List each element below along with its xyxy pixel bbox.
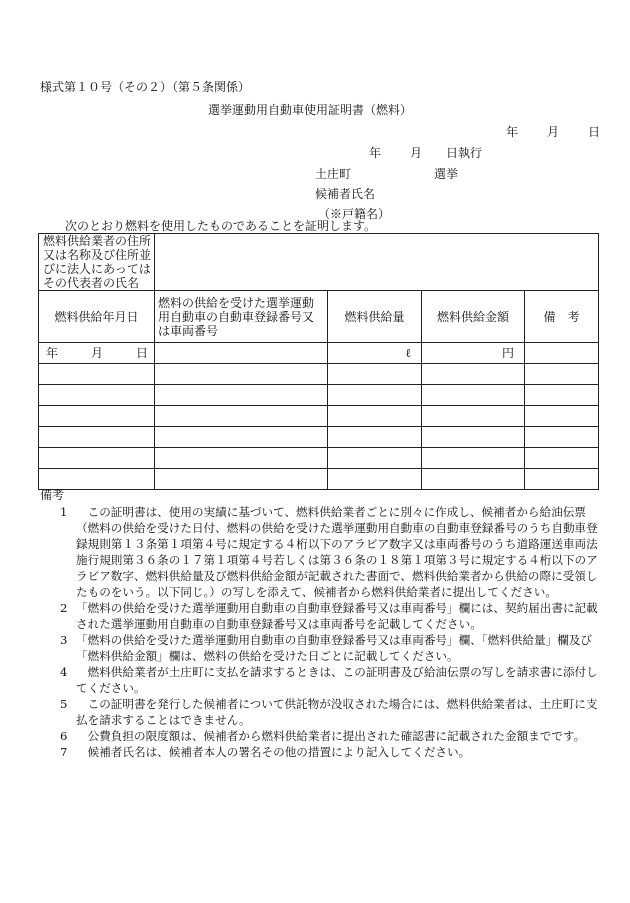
row-remarks-cell[interactable] — [525, 427, 599, 448]
issue-year-label: 年 — [506, 125, 519, 139]
header-date: 燃料供給年月日 — [39, 291, 155, 343]
election-label: 選挙 — [434, 167, 459, 181]
note-item — [40, 744, 600, 760]
note-number: 4 — [60, 665, 68, 679]
note-number: 7 — [60, 745, 68, 759]
row-price-cell[interactable] — [422, 385, 525, 406]
note-text: この証明書を発行した候補者について供託物が没収された場合には、燃料供給業者は、土庄町に支払を請求することはできません。 — [76, 697, 598, 727]
execution-day-label: 日執行 — [446, 146, 483, 160]
note-text: 公費負担の限度額は、候補者から燃料供給業者に提出された確認書に記載された金額までです。 — [87, 729, 586, 743]
row-month-label: 月 — [90, 346, 103, 360]
notes-heading: 備考 — [40, 488, 65, 502]
row-price-cell[interactable] — [422, 406, 525, 427]
row-price-cell[interactable] — [422, 343, 525, 364]
row-remarks-cell[interactable] — [525, 406, 599, 427]
table-row — [39, 343, 599, 364]
header-row — [39, 291, 599, 343]
row-amount-cell[interactable] — [328, 427, 422, 448]
header-price: 燃料供給金額 — [422, 291, 525, 343]
table-row — [39, 364, 599, 385]
header-remarks: 備 考 — [525, 291, 599, 343]
note-item — [40, 600, 600, 632]
note-text: 燃料供給業者が土庄町に支払を請求するときは、この証明書及び給油伝票の写しを請求書に添付してください。 — [76, 665, 598, 695]
note-text: 候補者氏名は、候補者本人の署名その他の措置により記入してください。 — [87, 745, 471, 759]
row-remarks-cell[interactable] — [525, 448, 599, 469]
row-price-cell[interactable] — [422, 427, 525, 448]
row-amount-cell[interactable] — [328, 364, 422, 385]
note-number: 5 — [60, 697, 68, 711]
note-text: この証明書は、使用の実績に基づいて、燃料供給業者ごとに別々に作成し、候補者から給油伝票（燃料の供給を受けた日付、燃料の供給を受けた選挙運動用自動車の自動車登録番号のうち自動車登録規則第１３条第１項第４号に規定する４桁以下のアラビア数字又は車両番号のうち道路運送車両法施行規則第３６条の１７第１項第４号若しくは第３６条の１８第１項第３号に規定する４桁以下のアラビア数字、燃料供給量及び燃料供給金額が記載された書面で、燃料供給業者から供給の際に受領したものをいう。以下同じ。）の写しを添えて、候補者から燃料供給業者に提出してください。 — [76, 505, 598, 599]
note-item — [40, 696, 600, 728]
row-vehicle-cell[interactable] — [155, 427, 328, 448]
supplier-label: 燃料供給業者の住所又は名称及び住所並びに法人にあってはその代表者の氏名 — [43, 234, 152, 290]
supplier-row — [39, 234, 599, 291]
issue-day-label: 日 — [588, 125, 601, 139]
supplier-label-cell — [39, 234, 155, 291]
note-text: 「燃料の供給を受けた選挙運動用自動車の自動車登録番号又は車両番号」欄、「燃料供給量」欄及び「燃料供給金額」欄は、燃料の供給を受けた日ごとに記載してください。 — [76, 633, 592, 663]
koseki-note: （※戸籍名） — [318, 207, 391, 221]
header-amount: 燃料供給量 — [328, 291, 422, 343]
note-number: 2 — [60, 601, 68, 615]
row-date-cell[interactable] — [39, 364, 155, 385]
table-row — [39, 448, 599, 469]
row-amount-cell[interactable] — [328, 406, 422, 427]
header-vehicle: 燃料の供給を受けた選挙運動用自動車の自動車登録番号又は車両番号 — [155, 291, 328, 343]
fuel-usage-table — [38, 233, 599, 490]
candidate-name-label: 候補者氏名 — [315, 187, 376, 201]
row-price-cell[interactable] — [422, 448, 525, 469]
row-price-cell[interactable] — [422, 364, 525, 385]
row-date-cell[interactable] — [39, 448, 155, 469]
certify-text: 次のとおり燃料を使用したものであることを証明します。 — [65, 219, 377, 233]
execution-year-label: 年 — [369, 146, 382, 160]
supplier-value-cell[interactable] — [155, 234, 599, 291]
issue-month-label: 月 — [547, 125, 560, 139]
row-remarks-cell[interactable] — [525, 385, 599, 406]
document-title: 選挙運動用自動車使用証明書（燃料） — [208, 103, 413, 117]
table-row — [39, 427, 599, 448]
row-vehicle-cell[interactable] — [155, 385, 328, 406]
form-number: 様式第１０号（その２）（第５条関係） — [40, 80, 251, 94]
row-date-cell[interactable] — [39, 427, 155, 448]
execution-month-label: 月 — [410, 146, 423, 160]
note-number: 6 — [60, 729, 68, 743]
row-day-label: 日 — [135, 346, 148, 360]
note-item — [40, 632, 600, 664]
note-text: 「燃料の供給を受けた選挙運動用自動車の自動車登録番号又は車両番号」欄には、契約届出書に記載された選挙運動用自動車の自動車登録番号又は車両番号を記載してください。 — [76, 601, 598, 631]
row-vehicle-cell[interactable] — [155, 343, 328, 364]
row-amount-cell[interactable] — [328, 343, 422, 364]
yen-unit: 円 — [501, 346, 514, 360]
row-date-cell[interactable] — [39, 385, 155, 406]
row-date-cell[interactable] — [39, 343, 155, 364]
note-number: 1 — [60, 505, 68, 519]
row-remarks-cell[interactable] — [525, 343, 599, 364]
row-amount-cell[interactable] — [328, 448, 422, 469]
note-item — [40, 664, 600, 696]
table-row — [39, 385, 599, 406]
table-row — [39, 406, 599, 427]
row-date-cell[interactable] — [39, 406, 155, 427]
liter-unit: ℓ — [405, 346, 411, 360]
notes-section — [40, 487, 600, 760]
row-vehicle-cell[interactable] — [155, 364, 328, 385]
note-number: 3 — [60, 633, 68, 647]
note-item — [40, 504, 600, 600]
note-item — [40, 728, 600, 744]
row-amount-cell[interactable] — [328, 385, 422, 406]
town-name: 土庄町 — [315, 167, 352, 181]
row-vehicle-cell[interactable] — [155, 406, 328, 427]
row-vehicle-cell[interactable] — [155, 448, 328, 469]
row-remarks-cell[interactable] — [525, 364, 599, 385]
row-year-label: 年 — [46, 346, 59, 360]
